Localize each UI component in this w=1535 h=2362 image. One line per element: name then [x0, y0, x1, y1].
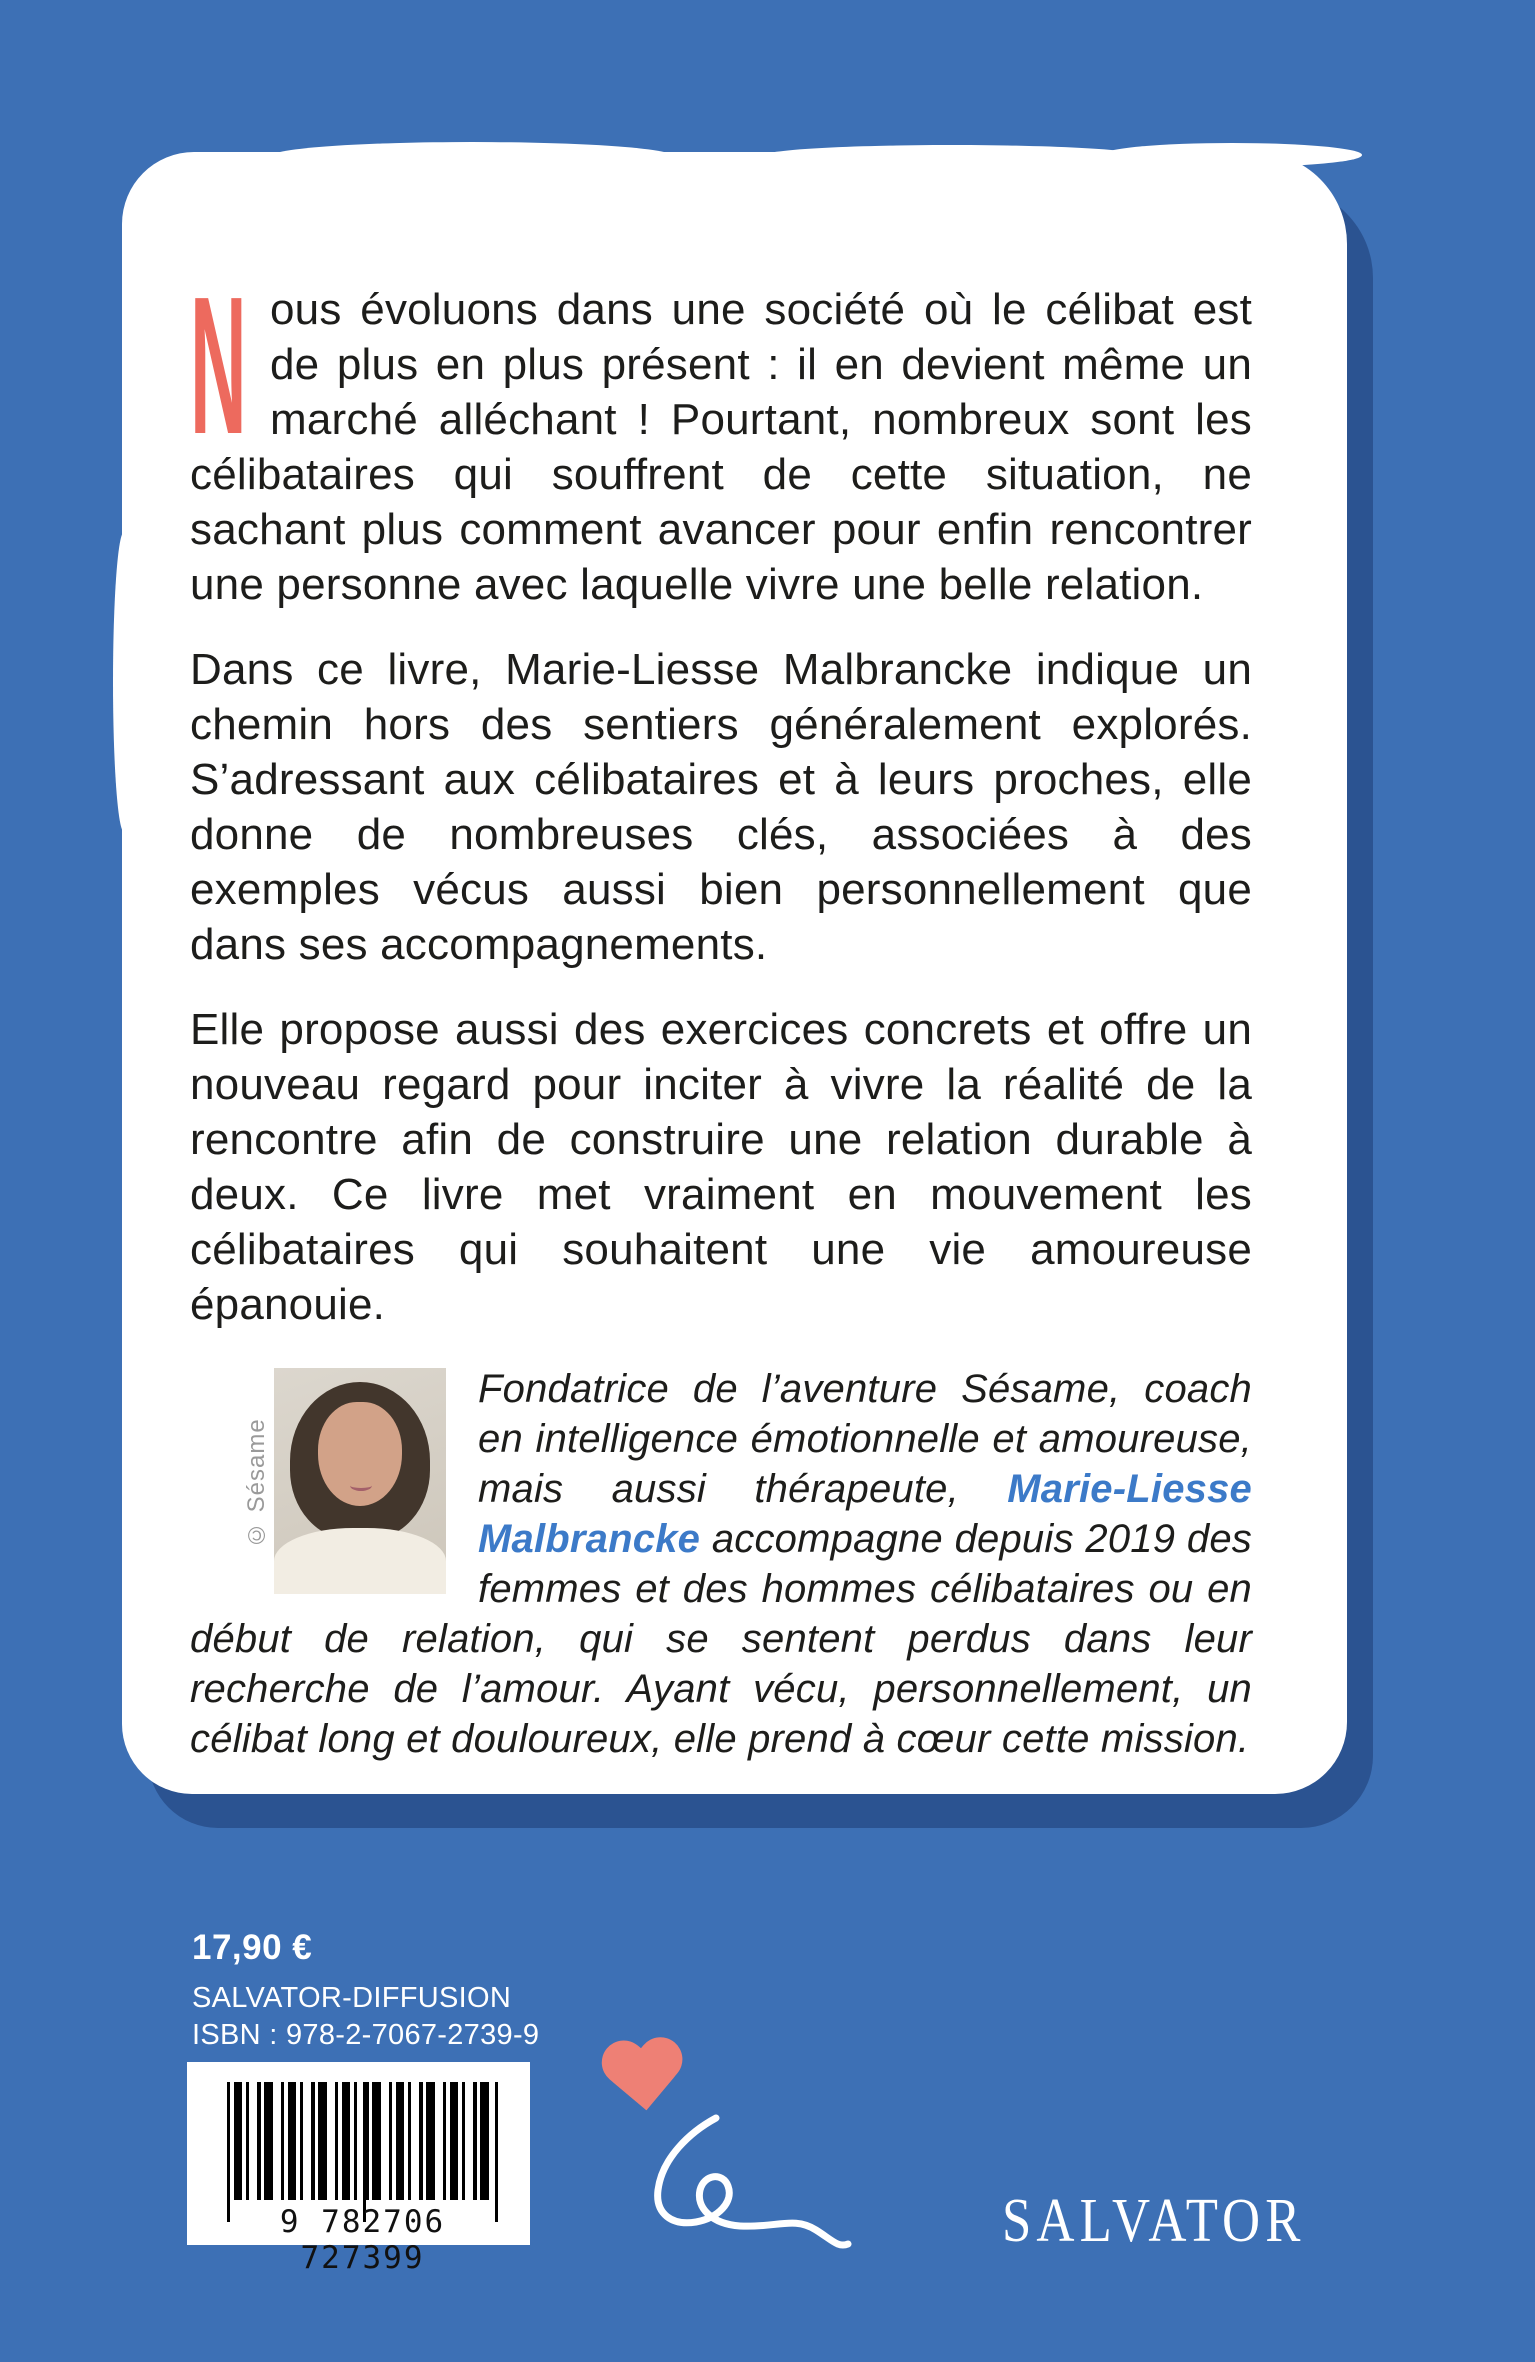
photo-credit: © Sésame	[243, 1418, 270, 1548]
panel-wave-edge	[113, 532, 135, 832]
pricing-block	[192, 1928, 539, 2054]
squiggle-line	[598, 2112, 858, 2262]
barcode-bars	[227, 2082, 498, 2200]
isbn: ISBN : 978-2-7067-2739-9	[192, 2019, 540, 2051]
bio-text-part1: Fondatrice de l’aventure Sésame, coach en intelligence émotionnelle et amoureuse, mais aussi thérapeute,	[478, 1367, 1252, 1511]
barcode	[187, 2062, 530, 2276]
author-photo-figure	[190, 1368, 478, 1598]
author-photo	[274, 1368, 446, 1594]
paragraph-3: Elle propose aussi des exercices concrets et offre un nouveau regard pour inciter à vivre la réalité de la rencontre afin de construire une relation durable à deux. Ce livre met vraiment en mouvement les célibataires qui souhaitent une vie amoureuse épanouie.	[190, 1005, 1252, 1329]
author-bio	[190, 1364, 1252, 1764]
photo-blouse	[274, 1528, 446, 1594]
barcode-number: 9 782706 727399	[279, 2204, 446, 2276]
paragraph-2: Dans ce livre, Marie-Liesse Malbrancke indique un chemin hors des sentiers généralement explorés. S’adressant aux célibataires et à leurs proches, elle donne de nombreuses clés, associées à des exemples vécus aussi bien personnellement que dans ses accompagnements.	[190, 645, 1252, 969]
panel-wave-edge	[272, 142, 672, 170]
author-name: Marie-Liesse Malbrancke	[478, 1467, 1252, 1561]
price: 17,90 €	[192, 1928, 313, 1967]
barcode-guard	[363, 2082, 366, 2222]
dropcap-letter: N	[190, 256, 247, 475]
bio-text-part2: accompagne depuis 2019 des femmes et des hommes célibataires ou en début de relation, qui se sentent perdus dans leur recherche de l’amour. Ayant vécu, personnellement, un célibat long et douloureux, elle prend à cœur cette mission.	[190, 1517, 1252, 1761]
barcode-guard	[495, 2082, 498, 2222]
blurb-text	[190, 256, 1252, 1764]
distributor: SALVATOR-DIFFUSION	[192, 1982, 512, 2014]
blurb-panel	[122, 152, 1347, 1794]
paragraph-1	[190, 256, 1252, 612]
publisher-logo: SALVATOR	[1002, 2187, 1306, 2255]
barcode-guard	[227, 2082, 230, 2222]
photo-smile	[350, 1480, 372, 1491]
paragraph-1-text: ous évoluons dans une société où le célibat est de plus en plus présent : il en devient même un marché alléchant ! Pourtant, nombreux sont les célibataires qui souffrent de cette situation, ne sachant plus comment avancer pour enfin rencontrer une personne avec laquelle vivre une belle relation.	[190, 285, 1252, 609]
panel-wave-edge	[1102, 143, 1362, 167]
panel-wave-edge	[762, 145, 1142, 167]
